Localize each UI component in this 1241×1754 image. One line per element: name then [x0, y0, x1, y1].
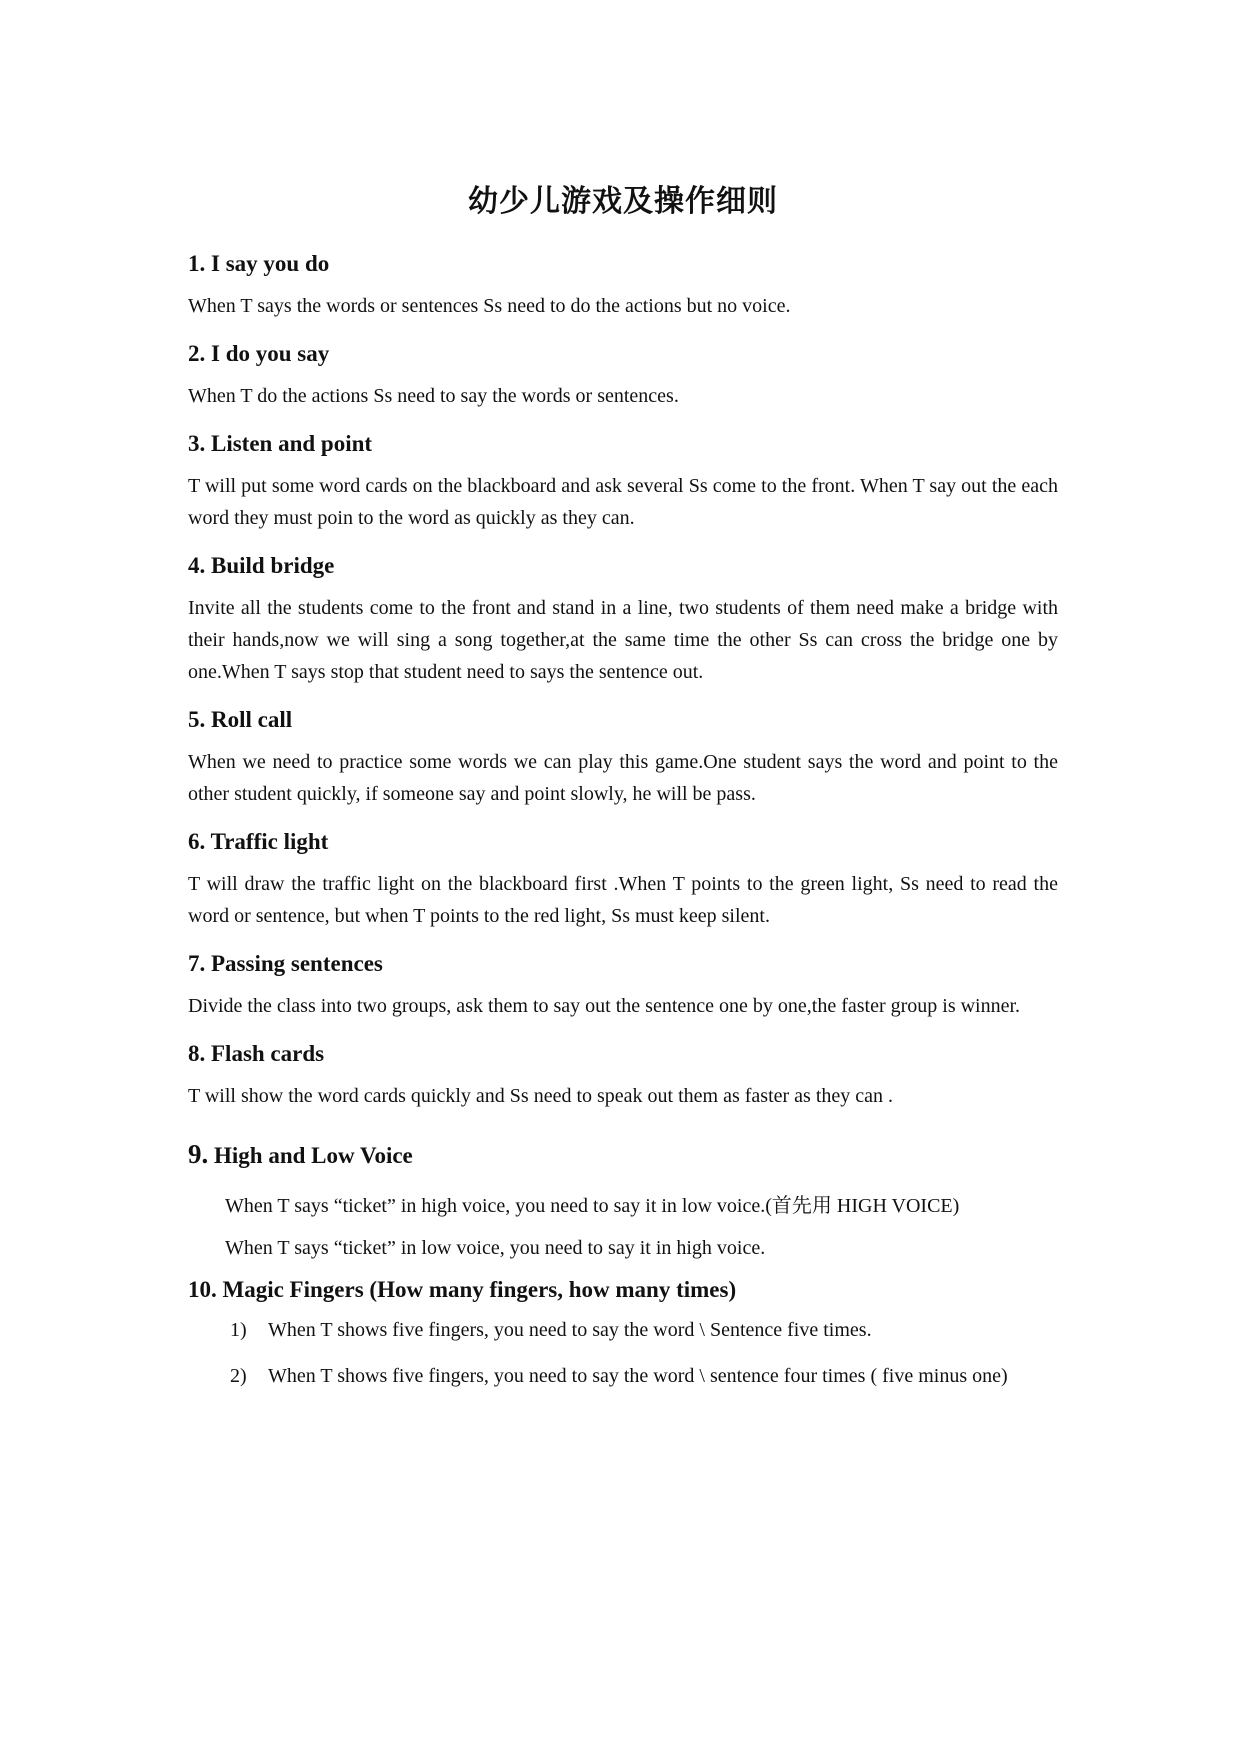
list-marker: 1)	[230, 1319, 247, 1341]
list-item	[188, 1314, 1058, 1346]
section-body: Divide the class into two groups, ask them to say out the sentence one by one,the faster group is winner.	[188, 995, 1021, 1017]
section-9	[188, 1136, 1058, 1264]
section-heading: 4. Build bridge	[188, 553, 335, 578]
section-8	[188, 1036, 1058, 1112]
section-2	[188, 336, 1058, 412]
section-heading: 2. I do you say	[188, 341, 330, 366]
section-heading-text: High and Low Voice	[214, 1143, 413, 1168]
section-7	[188, 946, 1058, 1022]
section-heading: 3. Listen and point	[188, 431, 373, 456]
section-body: When we need to practice some words we can play this game.One student says the word and point to the other student quickly, if someone say and point slowly, he will be pass.	[188, 751, 1058, 805]
section-heading: 7. Passing sentences	[188, 951, 383, 976]
numbered-list	[188, 1314, 1058, 1392]
list-item-text: When T shows five fingers, you need to say the word \ sentence four times ( five minus one)	[268, 1365, 1008, 1387]
section-heading: 6. Traffic light	[188, 829, 329, 854]
section-6	[188, 824, 1058, 932]
section-body: T will show the word cards quickly and Ss need to speak out them as faster as they can .	[188, 1085, 894, 1107]
section-heading: 5. Roll call	[188, 707, 293, 732]
list-marker: 2)	[230, 1365, 247, 1387]
document-content	[188, 176, 1058, 1406]
section-body-line: When T says “ticket” in high voice, you need to say it in low voice.(首先用 HIGH VOICE)	[225, 1195, 960, 1217]
section-heading: 8. Flash cards	[188, 1041, 325, 1066]
section-5	[188, 702, 1058, 810]
list-item	[188, 1360, 1058, 1392]
section-body: T will draw the traffic light on the blackboard first .When T points to the green light, Ss need to read the word or sentence, but when T points to the red light, Ss must keep silent.	[188, 873, 1058, 927]
section-3	[188, 426, 1058, 534]
section-4	[188, 548, 1058, 688]
section-body: When T do the actions Ss need to say the words or sentences.	[188, 385, 679, 407]
section-heading: 1. I say you do	[188, 251, 330, 276]
section-number: 9.	[188, 1139, 209, 1169]
section-body: When T says the words or sentences Ss need to do the actions but no voice.	[188, 295, 791, 317]
list-item-text: When T shows five fingers, you need to say the word \ Sentence five times.	[268, 1319, 872, 1341]
section-body: Invite all the students come to the front and stand in a line, two students of them need make a bridge with their hands,now we will sing a song together,at the same time the other Ss can cross the bridge one by one.When T says stop that student need to says the sentence out.	[188, 597, 1058, 683]
section-1	[188, 246, 1058, 322]
section-heading	[188, 1136, 1058, 1174]
section-10	[188, 1272, 1058, 1392]
section-body-line: When T says “ticket” in low voice, you need to say it in high voice.	[225, 1237, 766, 1259]
section-body: T will put some word cards on the blackboard and ask several Ss come to the front. When T say out the each word they must poin to the word as quickly as they can.	[188, 475, 1058, 529]
page-title: 幼少儿游戏及操作细则	[468, 184, 778, 219]
section-heading: 10. Magic Fingers (How many fingers, how many times)	[188, 1277, 737, 1302]
